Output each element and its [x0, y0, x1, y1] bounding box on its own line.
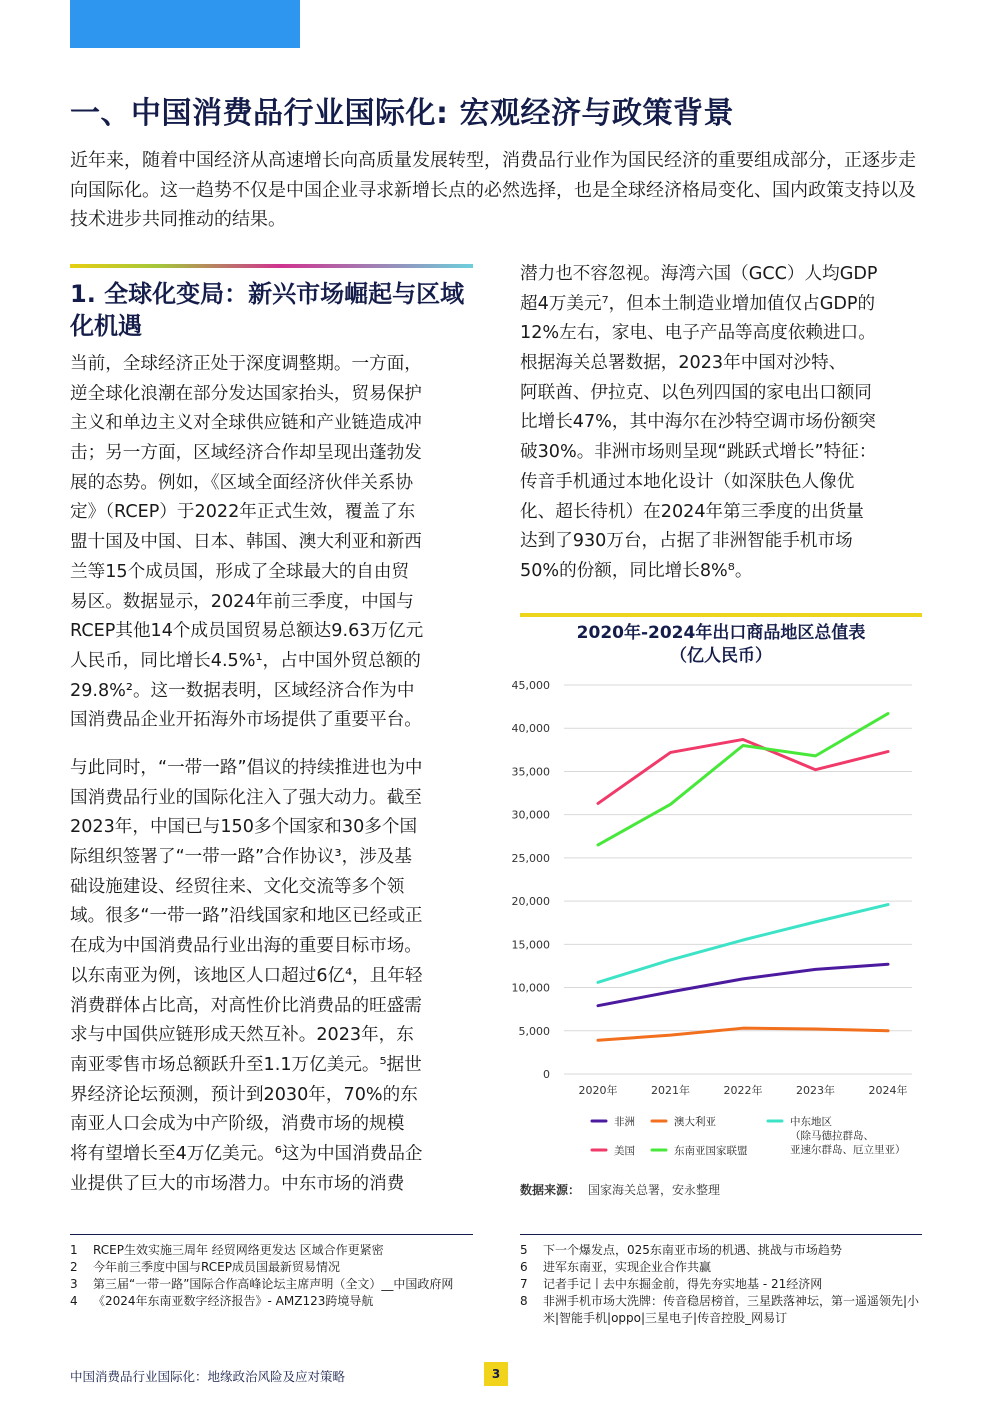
section-divider: [70, 264, 473, 268]
text-line: 业提供了巨大的市场潜力。中东市场的消费: [70, 1173, 405, 1194]
text-line: 破30%。非洲市场则呈现“跳跃式增长”特征：: [520, 442, 877, 463]
y-tick-label: 15,000: [511, 938, 550, 952]
legend-label: 东南亚国家联盟: [674, 1145, 748, 1157]
text-line: 主义和单边主义对全球供应链和产业链造成冲: [70, 413, 422, 434]
x-tick-label: 2022年: [723, 1084, 763, 1097]
body-paragraph-middle-east-africa: [520, 260, 925, 587]
text-line: 础设施建设、经贸往来、文化交流等多个领: [70, 876, 405, 897]
footnote-link[interactable]: 今年前三季度中国与RCEP成员国最新贸易情况: [93, 1260, 340, 1274]
body-paragraph-belt-road: [70, 754, 475, 1199]
footnote-number: 1: [70, 1243, 78, 1257]
footnote-number: 7: [520, 1277, 528, 1291]
chart-title-line-2: （亿人民币）: [670, 646, 772, 666]
chart-source: [520, 1181, 720, 1198]
text-line: 兰等15个成员国，形成了全球最大的自由贸: [70, 561, 410, 582]
footnote: [70, 1293, 475, 1310]
footnote-number: 5: [520, 1243, 528, 1257]
text-line: 12%左右，家电、电子产品等高度依赖进口。: [520, 323, 876, 344]
footnote-link[interactable]: RCEP生效实施三周年 经贸网络更发达 区域合作更紧密: [93, 1243, 384, 1257]
text-line: 根据海关总署数据，2023年中国对沙特、: [520, 353, 847, 374]
text-line: 比增长47%，其中海尔在沙特空调市场份额突: [520, 412, 876, 433]
text-line: 求与中国供应链形成天然互补。2023年，东: [70, 1025, 414, 1046]
footnote: [520, 1276, 925, 1293]
text-line: 易区。数据显示，2024年前三季度，中国与: [70, 591, 414, 612]
chart-source-text: 国家海关总署，安永整理: [588, 1183, 721, 1197]
text-line: 逆全球化浪潮在部分发达国家抬头，贸易保护: [70, 383, 422, 404]
page-number: 3: [484, 1362, 508, 1386]
x-tick-label: 2021年: [651, 1084, 690, 1097]
text-line: 以东南亚为例，该地区人口超过6亿⁴，且年轻: [70, 965, 423, 986]
footnote-link[interactable]: 非洲手机市场大洗牌：传音稳居榜首，三星跌落神坛，第一遥遥领先|小米|智能手机|oppo|三星电子|传音控股_网易订: [543, 1294, 920, 1325]
x-tick-label: 2020年: [578, 1084, 618, 1097]
legend-label: 非洲: [614, 1116, 635, 1128]
text-line: 传音手机通过本地化设计（如深肤色人像优: [520, 471, 855, 492]
text-line: 国消费品行业的国际化注入了强大动力。截至: [70, 787, 422, 808]
y-tick-label: 40,000: [511, 722, 550, 736]
footnote: [520, 1242, 925, 1259]
legend-label: 澳大利亚: [674, 1116, 716, 1128]
chart-title: [520, 622, 922, 668]
chart-title-line-1: 2020年-2024年出口商品地区总值表: [576, 623, 866, 643]
y-tick-label: 10,000: [511, 981, 550, 995]
footnote-rule-left: [70, 1234, 473, 1235]
text-line: 国消费品企业开拓海外市场提供了重要平台。: [70, 710, 422, 731]
footnote: [70, 1259, 475, 1276]
series-line: [598, 1028, 888, 1040]
footnote-number: 8: [520, 1294, 528, 1308]
footnote-link[interactable]: 《2024年东南亚数字经济报告》- AMZ123跨境导航: [93, 1294, 374, 1308]
footnote: [70, 1276, 475, 1293]
text-line: RCEP其他14个成员国贸易总额达9.63万亿元: [70, 621, 424, 642]
footnotes-right: [520, 1242, 925, 1327]
text-line: 达到了930万台，占据了非洲智能手机市场: [520, 531, 853, 552]
text-line: 2023年，中国已与150多个国家和30多个国: [70, 817, 418, 838]
text-line: 人民币，同比增长4.5%¹，占中国外贸总额的: [70, 650, 421, 671]
footnote-link[interactable]: 记者手记丨去中东掘金前，得先夯实地基 - 21经济网: [543, 1277, 823, 1291]
text-line: 潜力也不容忽视。海湾六国（GCC）人均GDP: [520, 264, 878, 284]
text-line: 南亚人口会成为中产阶级，消费市场的规模: [70, 1114, 405, 1135]
text-line: 域。很多“一带一路”沿线国家和地区已经或正: [70, 906, 423, 927]
footnote-number: 6: [520, 1260, 528, 1274]
footnote-link[interactable]: 下一个爆发点，025东南亚市场的机遇、挑战与市场趋势: [543, 1243, 842, 1257]
y-tick-label: 20,000: [511, 895, 550, 909]
y-tick-label: 0: [543, 1068, 550, 1081]
y-tick-label: 5,000: [518, 1024, 550, 1038]
chart-divider: [520, 613, 922, 617]
text-line: 与此同时，“一带一路”倡议的持续推进也为中: [70, 758, 423, 778]
series-line: [598, 905, 888, 983]
x-tick-label: 2024年: [868, 1084, 908, 1097]
text-line: 盟十国及中国、日本、韩国、澳大利亚和新西: [70, 532, 422, 553]
text-line: 化、超长待机）在2024年第三季度的出货量: [520, 501, 864, 522]
text-line: 在成为中国消费品行业出海的重要目标市场。: [70, 936, 422, 957]
y-tick-label: 30,000: [511, 808, 550, 822]
footnotes-left: [70, 1242, 475, 1310]
text-line: 超4万美元⁷，但本土制造业增加值仅占GDP的: [520, 293, 876, 314]
footnote-number: 3: [70, 1277, 78, 1291]
page-title: 一、中国消费品行业国际化: 宏观经济与政策背景: [70, 96, 734, 131]
intro-paragraph: 近年来，随着中国经济从高速增长向高质量发展转型，消费品行业作为国民经济的重要组成部分，正逐步走向国际化。这一趋势不仅是中国企业寻求新增长点的必然选择，也是全球经济格局变化、国内政策支持以及技术进步共同推动的结果。: [70, 150, 916, 230]
footnote-link[interactable]: 第三届“一带一路”国际合作高峰论坛主席声明（全文）__中国政府网: [93, 1277, 454, 1291]
text-line: 击；另一方面，区域经济合作却呈现出蓬勃发: [70, 443, 422, 464]
text-line: 阿联酋、伊拉克、以色列四国的家电出口额同: [520, 382, 872, 403]
chart-source-label: 数据来源：: [520, 1183, 581, 1197]
footnote-link[interactable]: 进军东南亚，实现企业合作共赢: [543, 1260, 712, 1274]
line-chart: [500, 670, 930, 1170]
footer-report-title: 中国消费品行业国际化：地缘政治风险及应对策略: [70, 1369, 346, 1384]
text-line: 展的态势。例如，《区域全面经济伙伴关系协: [70, 472, 414, 493]
section-heading: 1. 全球化变局：新兴市场崛起与区域化机遇: [70, 280, 465, 340]
text-line: 29.8%²。这一数据表明，区域经济合作为中: [70, 680, 415, 701]
footnote-rule-right: [520, 1234, 922, 1235]
y-tick-label: 45,000: [511, 679, 550, 692]
footnote-number: 4: [70, 1294, 78, 1308]
legend-label: 美国: [614, 1145, 635, 1157]
text-line: 50%的份额，同比增长8%⁸。: [520, 560, 753, 581]
y-tick-label: 25,000: [511, 851, 550, 865]
text-line: 消费群体占比高，对高性价比消费品的旺盛需: [70, 995, 422, 1016]
text-line: 当前，全球经济正处于深度调整期。一方面，: [70, 354, 422, 374]
text-line: 界经济论坛预测，预计到2030年，70%的东: [70, 1084, 418, 1105]
x-tick-label: 2023年: [796, 1084, 835, 1097]
header-accent-bar: [70, 0, 300, 48]
y-tick-label: 35,000: [511, 765, 550, 779]
footnote: [520, 1293, 925, 1327]
legend-label: 中东地区（除马德拉群岛、亚速尔群岛、厄立里亚）: [790, 1116, 906, 1156]
body-paragraph-rcep: [70, 350, 475, 736]
text-line: 南亚零售市场总额跃升至1.1万亿美元。⁵据世: [70, 1054, 422, 1075]
footnote: [520, 1259, 925, 1276]
footnote: [70, 1242, 475, 1259]
text-line: 定》（RCEP）于2022年正式生效，覆盖了东: [70, 502, 416, 523]
text-line: 将有望增长至4万亿美元。⁶这为中国消费品企: [70, 1143, 423, 1164]
footnote-number: 2: [70, 1260, 78, 1274]
series-line: [598, 714, 888, 845]
text-line: 际组织签署了“一带一路”合作协议³，涉及基: [70, 847, 412, 868]
